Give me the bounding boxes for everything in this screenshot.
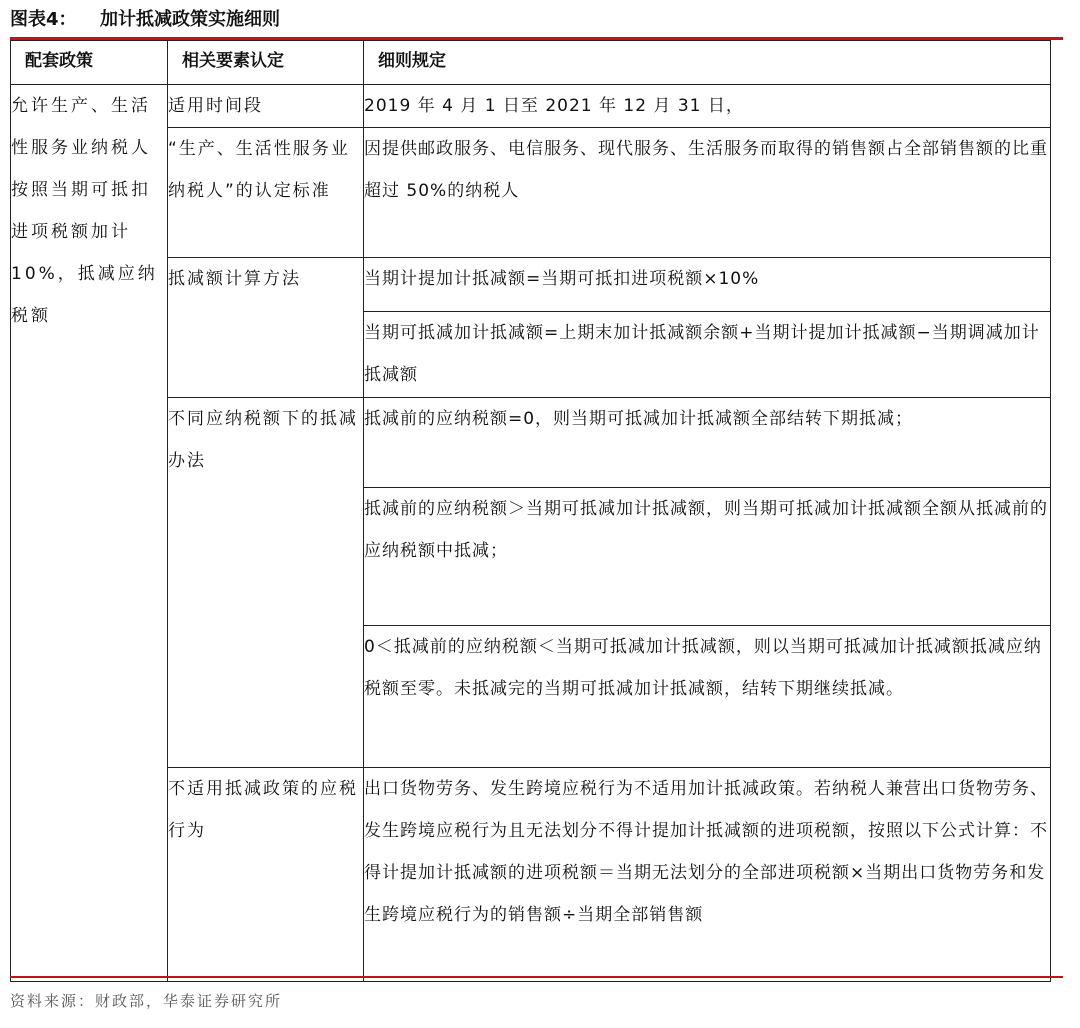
table-row	[11, 85, 1051, 128]
rule-cell: 2019 年 4 月 1 日至 2021 年 12 月 31 日，	[364, 85, 1051, 128]
header-policy: 配套政策	[11, 41, 168, 85]
element-cell: 不同应纳税额下的抵减办法	[168, 398, 364, 768]
element-cell: 不适用抵减政策的应税行为	[168, 768, 364, 982]
policy-cell: 允许生产、生活性服务业纳税人按照当期可抵扣进项税额加计10%，抵减应纳税额	[11, 85, 168, 982]
header-rule: 细则规定	[364, 41, 1051, 85]
element-cell: 抵减额计算方法	[168, 258, 364, 398]
figure-label: 图表4：	[10, 9, 77, 30]
element-cell: “生产、生活性服务业纳税人”的认定标准	[168, 128, 364, 258]
rule-cell: 抵减前的应纳税额=0，则当期可抵减加计抵减额全部结转下期抵减；	[364, 398, 1051, 488]
rule-cell: 当期计提加计抵减额=当期可抵扣进项税额×10%	[364, 258, 1051, 312]
element-cell: 适用时间段	[168, 85, 364, 128]
rule-cell: 出口货物劳务、发生跨境应税行为不适用加计抵减政策。若纳税人兼营出口货物劳务、发生跨境应税行为且无法划分不得计提加计抵减额的进项税额，按照以下公式计算：不得计提加计抵减额的进项税额＝当期无法划分的全部进项税额×当期出口货物劳务和发生跨境应税行为的销售额÷当期全部销售额	[364, 768, 1051, 982]
bottom-rule	[10, 976, 1063, 978]
header-row	[11, 41, 1051, 85]
rule-cell: 抵减前的应纳税额＞当期可抵减加计抵减额，则当期可抵减加计抵减额全额从抵减前的应纳税额中抵减；	[364, 488, 1051, 626]
rule-cell: 0＜抵减前的应纳税额＜当期可抵减加计抵减额，则以当期可抵减加计抵减额抵减应纳税额至零。未抵减完的当期可抵减加计抵减额，结转下期继续抵减。	[364, 626, 1051, 768]
rule-cell: 因提供邮政服务、电信服务、现代服务、生活服务而取得的销售额占全部销售额的比重超过 50%的纳税人	[364, 128, 1051, 258]
source-note: 资料来源：财政部，华泰证券研究所	[10, 992, 283, 1010]
header-element: 相关要素认定	[168, 41, 364, 85]
policy-table	[10, 40, 1051, 982]
rule-cell: 当期可抵减加计抵减额=上期末加计抵减额余额+当期计提加计抵减额−当期调减加计抵减额	[364, 312, 1051, 398]
figure-title	[10, 6, 280, 34]
figure-title-text: 加计抵减政策实施细则	[100, 9, 280, 30]
